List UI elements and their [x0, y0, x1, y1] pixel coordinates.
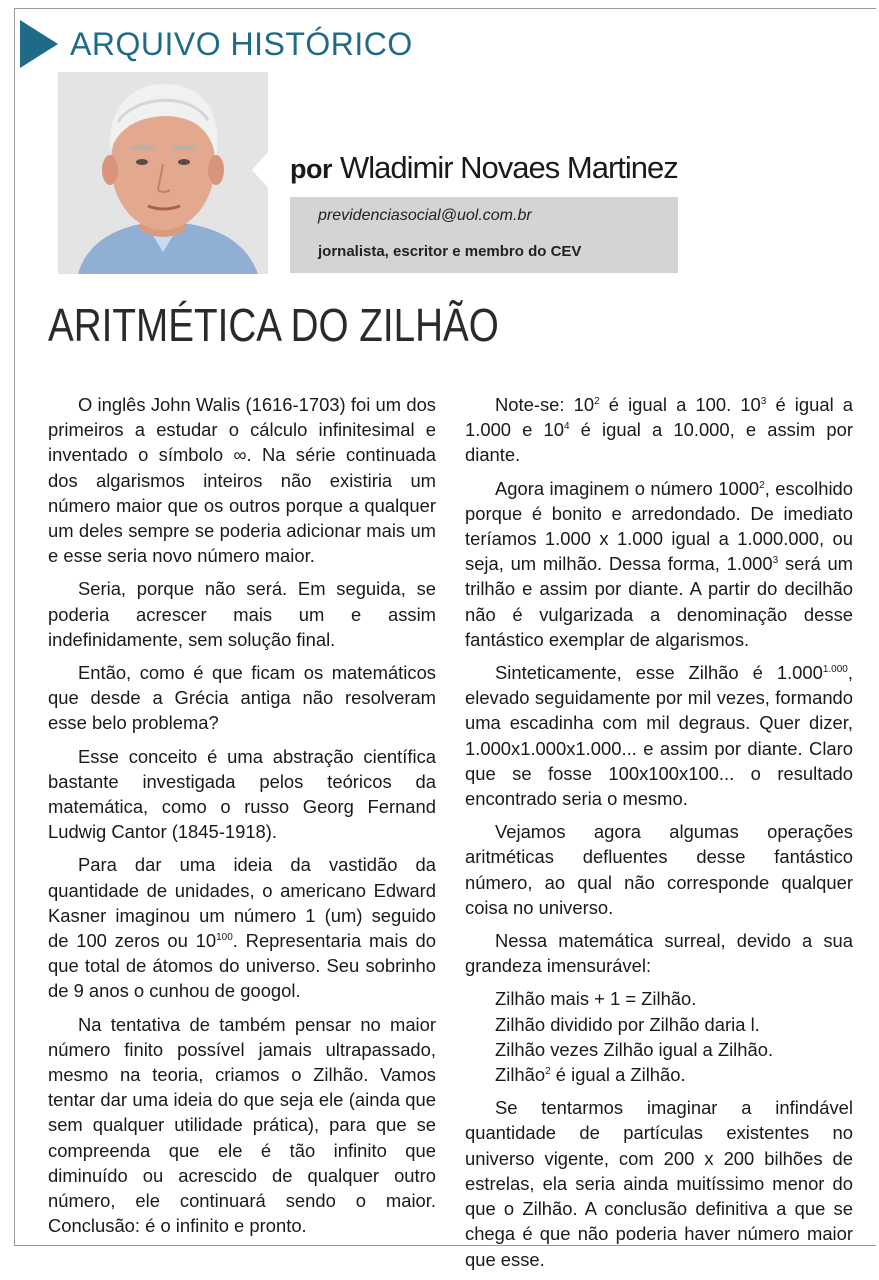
paragraph: Na tentativa de também pensar no maior número finito possível jamais ultrapassado, mesmo na teoria, criamos o Zilhão. Vamos tentar dar uma ideia do que seja ele (ainda que sem qualquer utilidade prática), para que se compreenda que ele é tão infinito que diminuído ou acrescido de qualquer outro número, ele continuará sendo o maior. Conclusão: é o infinito e pronto.: [48, 1013, 436, 1237]
text-run: Sinteticamente, esse Zilhão é 1.000: [495, 662, 823, 684]
formula-line: Zilhão mais + 1 = Zilhão.: [495, 988, 697, 1010]
text-run: Note-se: 10: [495, 394, 595, 415]
author-info-box: [290, 197, 678, 273]
photo-notch: [252, 150, 270, 190]
text-run: , elevado seguidamente por mil vezes, formando uma escadinha com mil degraus. Quer dizer, 1.000x1.000x1.000... e assim por diante. Claro que se fosse 100x100x100... o resultado encontrado seria o mesmo.: [465, 662, 853, 810]
byline: [290, 150, 678, 186]
superscript: 2: [545, 1066, 551, 1078]
formula-line: Zilhão dividido por Zilhão daria l.: [495, 1013, 760, 1035]
paragraph: Nessa matemática surreal, devido a sua grandeza imensurável:: [465, 930, 853, 977]
text-run: Para dar uma ideia da vastidão da quantidade de unidades, o americano Edward Kasner imaginou um número 1 (um) seguido de 100 zeros ou 10: [48, 854, 436, 952]
superscript: 3: [760, 396, 767, 407]
article-column-right: [465, 392, 853, 1280]
text-run: é igual a Zilhão.: [550, 1064, 686, 1086]
section-title: ARQUIVO HISTÓRICO: [70, 26, 413, 62]
paragraph: Vejamos agora algumas operações aritméticas defluentes desse fantástico número, ao qual não corresponde qualquer coisa no universo.: [465, 821, 853, 918]
author-portrait-image: [58, 72, 268, 274]
paragraph: [465, 476, 853, 652]
superscript: 2: [759, 479, 765, 491]
text-run: será um trilhão e assim por diante. A partir do decilhão não é vulgarizada a denominação desse fantástico exemplar de algarismos.: [465, 553, 853, 650]
paragraph: [465, 392, 853, 468]
superscript: 4: [563, 421, 570, 433]
text-run: é igual a 10.000, e assim por diante.: [465, 419, 853, 466]
author-photo: [58, 72, 268, 274]
article-title: ARITMÉTICA DO ZILHÃO: [48, 299, 499, 351]
paragraph: [48, 852, 436, 1003]
paragraph: [465, 660, 853, 811]
paragraph: Então, como é que ficam os matemáticos que desde a Grécia antiga não resolveram esse belo problema?: [48, 662, 436, 734]
formula-line: Zilhão vezes Zilhão igual a Zilhão.: [495, 1038, 774, 1060]
text-run: , escolhido porque é bonito e arredondado. De imediato teríamos 1.000 x 1.000 igual a 1.000.000, ou seja, um milhão. Dessa forma, 1.000: [465, 477, 853, 575]
text-run: é igual a 100. 10: [599, 394, 761, 415]
paragraph: O inglês John Walis (1616-1703) foi um dos primeiros a estudar o cálculo infinitesimal e inventado o símbolo ∞. Na série continuada dos algarismos inteiros não existiria um número maior que os outros porque a qualquer um deles sempre se poderia adicionar mais um e esse seria novo número maior.: [48, 394, 436, 567]
text-run: Agora imaginem o número 1000: [495, 477, 760, 499]
text-run: . Representaria mais do que total de átomos do universo. Seu sobrinho de 9 anos o cunhou de googol.: [48, 930, 436, 1002]
section-arrow-icon: [20, 20, 58, 68]
superscript: 3: [772, 555, 779, 567]
byline-prefix: por: [290, 154, 332, 184]
superscript: 100: [216, 932, 233, 944]
formula-line: [465, 1062, 853, 1087]
superscript: 1.000: [822, 664, 848, 676]
author-role: jornalista, escritor e membro do CEV: [318, 243, 582, 260]
superscript: 2: [594, 396, 600, 407]
paragraph: Se tentarmos imaginar a infindável quantidade de partículas existentes no universo vigente, com 200 x 200 bilhões de estrelas, ela seria ainda muitíssimo menor do que o Zilhão. A conclusão definitiva a que se chega é que não poderia haver número maior que esse.: [465, 1097, 853, 1270]
text-run: é igual a 1.000 e 10: [465, 394, 853, 441]
paragraph: Esse conceito é uma abstração científica bastante investigada pelos teóricos da matemática, como o russo Georg Fernand Ludwig Cantor (1845-1918).: [48, 745, 436, 843]
author-name: Wladimir Novaes Martinez: [340, 150, 678, 185]
article-column-left: [48, 392, 436, 1247]
text-run: Zilhão: [495, 1064, 546, 1086]
author-email: previdenciasocial@uol.com.br: [318, 207, 532, 224]
paragraph: Seria, porque não será. Em seguida, se poderia acrescer mais um e assim indefinidamente, sem solução final.: [48, 578, 436, 650]
